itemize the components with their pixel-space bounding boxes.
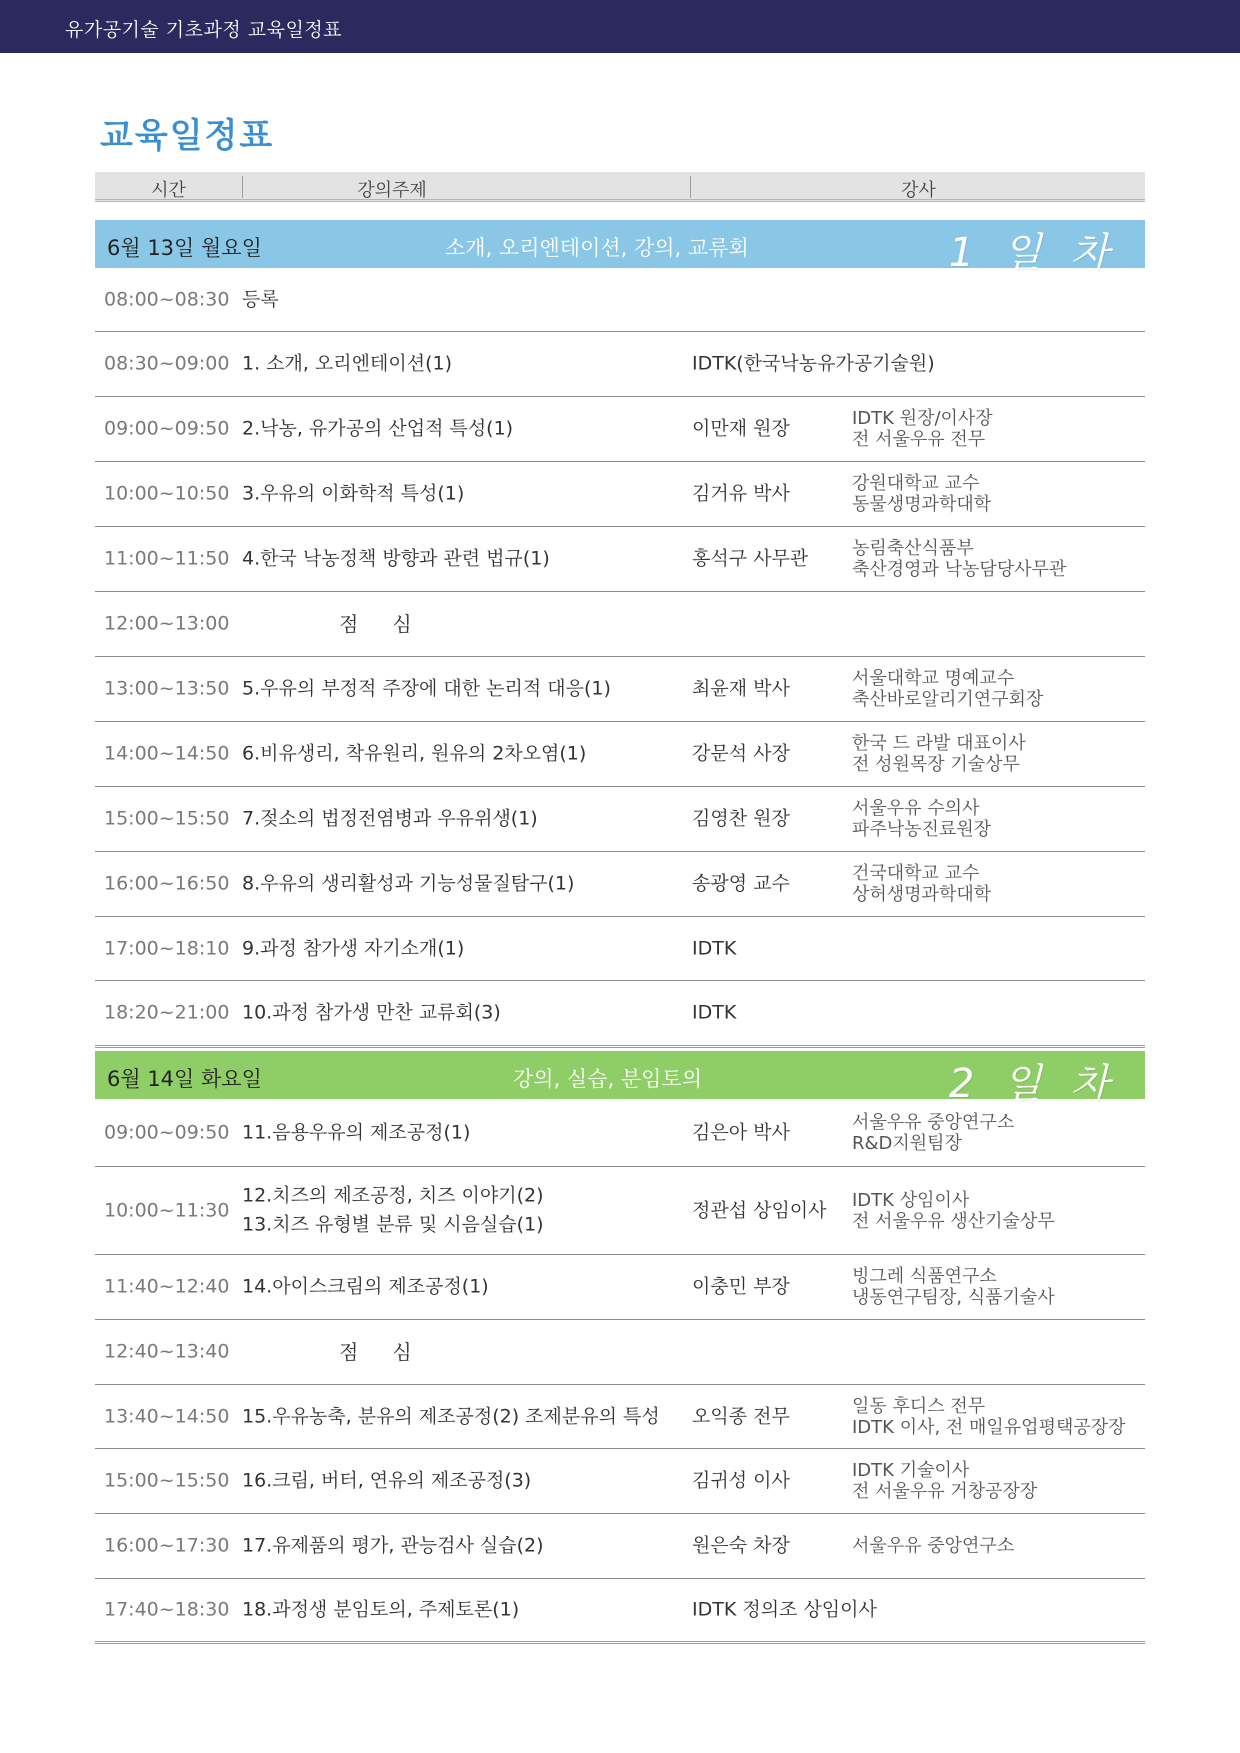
row-topic bbox=[242, 1531, 544, 1560]
row-time: 08:00~08:30 bbox=[104, 288, 230, 311]
row-topic-line: 15.우유농축, 분유의 제조공정(2) 조제분유의 특성 bbox=[242, 1404, 660, 1427]
day2-label: 2 일 차 bbox=[948, 1061, 1117, 1107]
row-affiliation bbox=[852, 798, 991, 840]
row-topic-line: 10.과정 참가생 만찬 교류회(3) bbox=[242, 1001, 501, 1024]
row-affiliation bbox=[852, 473, 991, 515]
row-topic bbox=[242, 479, 464, 508]
table-row bbox=[95, 1099, 1145, 1167]
row-affiliation-line: 강원대학교 교수 bbox=[852, 472, 980, 494]
table-row bbox=[95, 332, 1145, 397]
row-topic-line: 17.유제품의 평가, 관능검사 실습(2) bbox=[242, 1534, 544, 1557]
row-time: 10:00~11:30 bbox=[104, 1199, 230, 1222]
row-affiliation-line: R&D지원팀장 bbox=[852, 1132, 962, 1154]
row-time: 11:00~11:50 bbox=[104, 547, 230, 570]
row-topic bbox=[242, 1118, 470, 1147]
row-affiliation bbox=[852, 1460, 1037, 1502]
row-affiliation bbox=[852, 1189, 1055, 1231]
column-header-topic: 강의주제 bbox=[357, 180, 427, 201]
day1-theme: 소개, 오리엔테이션, 강의, 교류회 bbox=[445, 236, 749, 260]
row-topic-line: 14.아이스크림의 제조공정(1) bbox=[242, 1275, 489, 1298]
row-time: 11:40~12:40 bbox=[104, 1275, 230, 1298]
row-affiliation-line: 파주낙농진료원장 bbox=[852, 819, 992, 840]
row-topic bbox=[242, 674, 611, 703]
row-affiliation-line: 서울우유 중앙연구소 bbox=[852, 1535, 1015, 1557]
day1-date: 6월 13일 월요일 bbox=[107, 236, 262, 260]
top-banner bbox=[0, 0, 1240, 53]
row-affiliation-line: 전 성원목장 기술상무 bbox=[852, 754, 1020, 775]
row-topic-line: 1. 소개, 오리엔테이션(1) bbox=[242, 352, 452, 375]
row-topic-line: 9.과정 참가생 자기소개(1) bbox=[242, 936, 465, 959]
row-topic bbox=[242, 1272, 489, 1301]
row-lecturer: 송광영 교수 bbox=[692, 872, 790, 895]
row-topic-line: 6.비유생리, 착유원리, 원유의 2차오염(1) bbox=[242, 742, 587, 765]
row-affiliation bbox=[852, 863, 991, 905]
column-header-lecturer: 강사 bbox=[901, 180, 936, 201]
row-affiliation-line: 서울우유 중앙연구소 bbox=[852, 1111, 1015, 1133]
row-topic-line: 16.크림, 버터, 연유의 제조공정(3) bbox=[242, 1469, 532, 1492]
row-time: 15:00~15:50 bbox=[104, 1469, 230, 1492]
row-lecturer: 이만재 원장 bbox=[692, 417, 790, 440]
row-affiliation bbox=[852, 1535, 1014, 1556]
row-affiliation-line: 빙그레 식품연구소 bbox=[852, 1265, 997, 1287]
row-topic bbox=[242, 285, 279, 314]
row-topic bbox=[242, 544, 550, 573]
row-lecturer: 원은숙 차장 bbox=[692, 1534, 790, 1557]
row-affiliation-line: 축산바로알리기연구회장 bbox=[852, 689, 1044, 710]
row-lunch: 점심 bbox=[339, 612, 446, 636]
table-row bbox=[95, 852, 1145, 917]
table-row bbox=[95, 1167, 1145, 1255]
row-topic bbox=[242, 349, 452, 378]
row-affiliation-line: 전 서울우유 생산기술상무 bbox=[852, 1210, 1055, 1232]
row-topic bbox=[242, 1402, 660, 1431]
table-header bbox=[95, 172, 1145, 202]
row-lecturer: 김거유 박사 bbox=[692, 482, 790, 505]
row-time: 12:00~13:00 bbox=[104, 612, 230, 635]
day2-bar bbox=[95, 1051, 1145, 1107]
row-affiliation-line: 한국 드 라발 대표이사 bbox=[852, 732, 1026, 754]
table-row bbox=[95, 397, 1145, 462]
row-lecturer: 김은아 박사 bbox=[692, 1121, 790, 1144]
row-topic-line: 등록 bbox=[242, 287, 279, 310]
table-row bbox=[95, 1449, 1145, 1514]
row-topic bbox=[242, 414, 513, 443]
row-affiliation bbox=[852, 538, 1066, 580]
table-row bbox=[95, 592, 1145, 657]
row-time: 16:00~17:30 bbox=[104, 1534, 230, 1557]
row-lecturer: IDTK 정의조 상임이사 bbox=[692, 1598, 877, 1621]
row-time: 09:00~09:50 bbox=[104, 1121, 230, 1144]
row-affiliation-line: IDTK 기술이사 bbox=[852, 1459, 970, 1481]
row-lecturer: IDTK bbox=[692, 1001, 737, 1024]
table-row bbox=[95, 1579, 1145, 1644]
row-lecturer: 김귀성 이사 bbox=[692, 1469, 790, 1492]
row-lecturer: 김영찬 원장 bbox=[692, 807, 790, 830]
header-separator bbox=[690, 176, 691, 198]
row-time: 15:00~15:50 bbox=[104, 807, 230, 830]
day1-bar bbox=[95, 220, 1145, 276]
row-affiliation bbox=[852, 733, 1026, 775]
banner-title: 유가공기술 기초과정 교육일정표 bbox=[65, 19, 343, 41]
row-affiliation-line: 축산경영과 낙농담당사무관 bbox=[852, 559, 1067, 580]
row-topic-line: 13.치즈 유형별 분류 및 시음실습(1) bbox=[242, 1213, 544, 1236]
row-time: 16:00~16:50 bbox=[104, 872, 230, 895]
row-topic bbox=[242, 739, 586, 768]
row-lecturer: 강문석 사장 bbox=[692, 742, 790, 765]
row-time: 10:00~10:50 bbox=[104, 482, 230, 505]
row-topic bbox=[242, 869, 574, 898]
row-lunch: 점심 bbox=[339, 1340, 446, 1364]
row-affiliation-line: 일동 후디스 전무 bbox=[852, 1395, 986, 1417]
page-title: 교육일정표 bbox=[100, 116, 275, 156]
row-affiliation bbox=[852, 1395, 1126, 1437]
row-time: 14:00~14:50 bbox=[104, 742, 230, 765]
row-affiliation-line: IDTK 이사, 전 매일유업평택공장장 bbox=[852, 1416, 1126, 1438]
table-row bbox=[95, 527, 1145, 592]
row-affiliation-line: 전 서울우유 거창공장장 bbox=[852, 1481, 1038, 1502]
row-topic-line: 7.젖소의 법정전염병과 우유위생(1) bbox=[242, 807, 538, 830]
row-affiliation bbox=[852, 1266, 1055, 1308]
row-lecturer: 홍석구 사무관 bbox=[692, 547, 809, 570]
row-affiliation-line: 건국대학교 교수 bbox=[852, 862, 980, 884]
row-time: 17:00~18:10 bbox=[104, 937, 230, 960]
table-row bbox=[95, 917, 1145, 981]
row-topic bbox=[242, 1181, 544, 1240]
row-lecturer: 최윤재 박사 bbox=[692, 677, 790, 700]
row-time: 13:00~13:50 bbox=[104, 677, 230, 700]
row-time: 08:30~09:00 bbox=[104, 352, 230, 375]
table-row bbox=[95, 1255, 1145, 1320]
row-topic-line: 8.우유의 생리활성과 기능성물질탐구(1) bbox=[242, 872, 575, 895]
table-row bbox=[95, 1320, 1145, 1385]
row-affiliation-line: 상허생명과학대학 bbox=[852, 884, 992, 905]
row-affiliation bbox=[852, 1111, 1014, 1153]
table-row bbox=[95, 462, 1145, 527]
table-row bbox=[95, 657, 1145, 722]
row-lecturer: IDTK bbox=[692, 937, 737, 960]
row-topic-line: 4.한국 낙농정책 방향과 관련 법규(1) bbox=[242, 547, 550, 570]
row-time: 12:40~13:40 bbox=[104, 1340, 230, 1363]
row-topic-line: 2.낙농, 유가공의 산업적 특성(1) bbox=[242, 417, 514, 440]
day2-theme: 강의, 실습, 분임토의 bbox=[513, 1067, 702, 1091]
row-affiliation bbox=[852, 668, 1043, 710]
row-affiliation-line: 전 서울우유 전무 bbox=[852, 429, 986, 450]
row-topic-line: 12.치즈의 제조공정, 치즈 이야기(2) bbox=[242, 1184, 544, 1207]
table-row bbox=[95, 787, 1145, 852]
row-topic-line: 5.우유의 부정적 주장에 대한 논리적 대응(1) bbox=[242, 677, 611, 700]
row-topic-line: 11.음용우유의 제조공정(1) bbox=[242, 1120, 471, 1143]
row-lecturer: 정관섭 상임이사 bbox=[692, 1199, 827, 1222]
day1-label: 1 일 차 bbox=[948, 230, 1117, 276]
column-header-time: 시간 bbox=[151, 180, 186, 201]
row-time: 13:40~14:50 bbox=[104, 1405, 230, 1428]
row-affiliation-line: IDTK 원장/이사장 bbox=[852, 407, 993, 429]
table-row bbox=[95, 722, 1145, 787]
row-affiliation-line: IDTK 상임이사 bbox=[852, 1189, 970, 1211]
row-topic-line: 3.우유의 이화학적 특성(1) bbox=[242, 482, 465, 505]
table-row bbox=[95, 268, 1145, 332]
row-lecturer: 이충민 부장 bbox=[692, 1275, 790, 1298]
table-row bbox=[95, 981, 1145, 1048]
row-affiliation-line: 냉동연구팀장, 식품기술사 bbox=[852, 1287, 1055, 1308]
row-topic bbox=[242, 998, 501, 1027]
row-affiliation-line: 농림축산식품부 bbox=[852, 537, 974, 559]
row-topic-line: 18.과정생 분임토의, 주제토론(1) bbox=[242, 1598, 520, 1621]
row-topic bbox=[242, 804, 538, 833]
row-time: 17:40~18:30 bbox=[104, 1598, 230, 1621]
day2-date: 6월 14일 화요일 bbox=[107, 1067, 262, 1091]
row-time: 18:20~21:00 bbox=[104, 1001, 230, 1024]
row-lecturer: IDTK(한국낙농유가공기술원) bbox=[692, 352, 935, 375]
row-topic bbox=[242, 1595, 519, 1624]
row-affiliation-line: 서울대학교 명예교수 bbox=[852, 667, 1015, 689]
row-topic bbox=[242, 934, 464, 963]
row-time: 09:00~09:50 bbox=[104, 417, 230, 440]
row-affiliation bbox=[852, 408, 993, 450]
row-lecturer: 오익종 전무 bbox=[692, 1405, 790, 1428]
table-row bbox=[95, 1514, 1145, 1579]
row-affiliation-line: 서울우유 수의사 bbox=[852, 797, 980, 819]
table-row bbox=[95, 1385, 1145, 1449]
row-affiliation-line: 동물생명과학대학 bbox=[852, 494, 992, 515]
row-topic bbox=[242, 1466, 531, 1495]
